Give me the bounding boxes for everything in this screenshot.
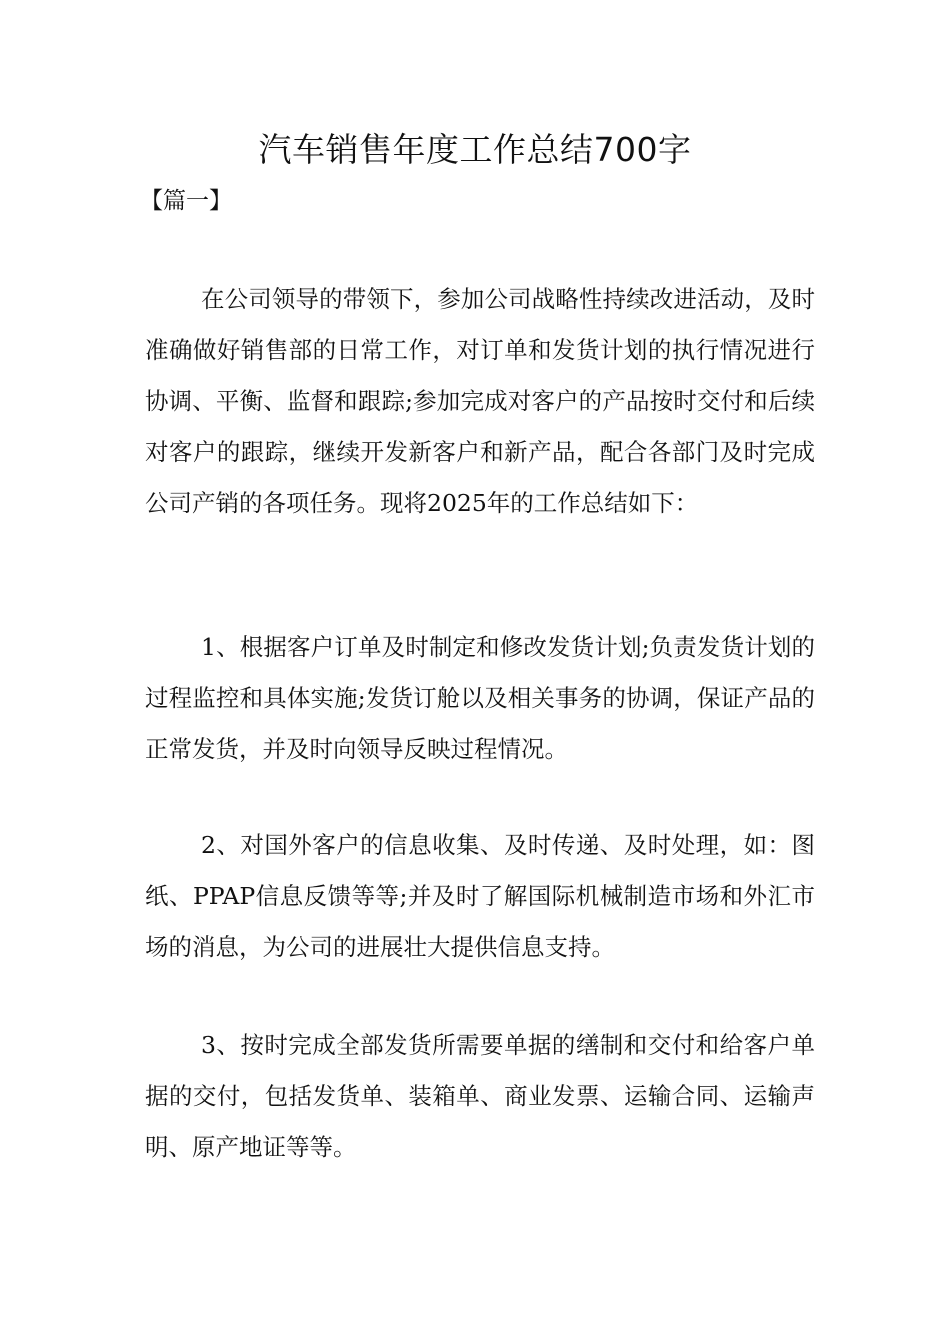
document-title: 汽车销售年度工作总结700字 — [258, 130, 692, 169]
paragraph-intro: 在公司领导的带领下，参加公司战略性持续改进活动，及时准确做好销售部的日常工作，对订单和发货计划的执行情况进行协调、平衡、监督和跟踪;参加完成对客户的产品按时交付和后续对客户的跟踪，继续开发新客户和新产品，配合各部门及时完成公司产销的各项任务。现将2025年的工作总结如下： — [145, 285, 815, 517]
paragraph-item-2: 2、对国外客户的信息收集、及时传递、及时处理，如：图纸、PPAP信息反馈等等;并及时了解国际机械制造市场和外汇市场的消息，为公司的进展壮大提供信息支持。 — [145, 831, 815, 961]
paragraph-item-3: 3、按时完成全部发货所需要单据的缮制和交付和给客户单据的交付，包括发货单、装箱单、商业发票、运输合同、运输声明、原产地证等等。 — [145, 1031, 815, 1161]
paragraph-item-1: 1、根据客户订单及时制定和修改发货计划;负责发货计划的过程监控和具体实施;发货订舱以及相关事务的协调，保证产品的正常发货，并及时向领导反映过程情况。 — [145, 633, 815, 763]
section-label: 【篇一】 — [140, 188, 232, 214]
